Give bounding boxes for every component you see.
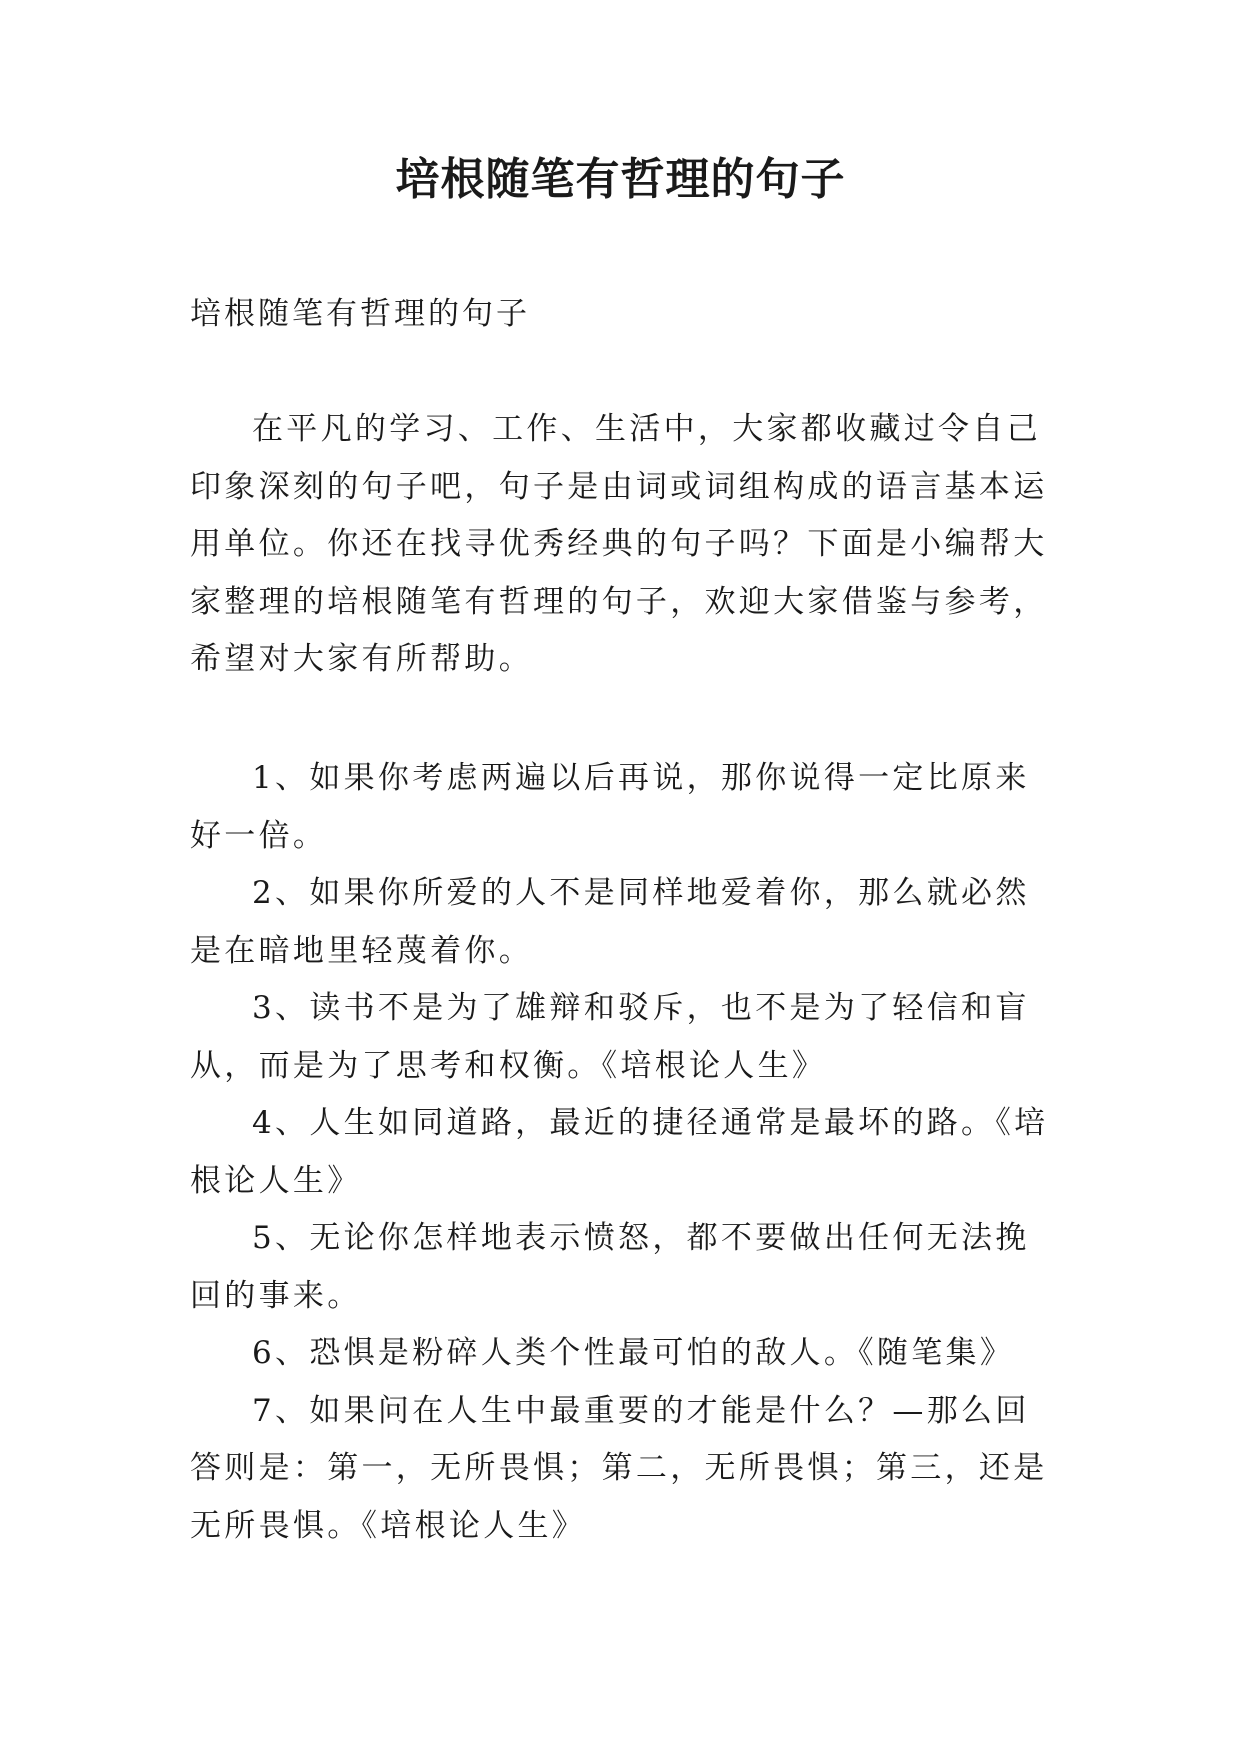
quote-item: 6、恐惧是粉碎人类个性最可怕的敌人。《随笔集》: [252, 1335, 1015, 1371]
quote-list: [190, 750, 1052, 1555]
document-title: 培根随笔有哲理的句子: [395, 154, 846, 205]
quote-item: 7、如果问在人生中最重要的才能是什么？—那么回答则是：第一，无所畏惧；第二，无所畏惧；第三，还是无所畏惧。《培根论人生》: [190, 1392, 1048, 1544]
quote-item: 5、无论你怎样地表示愤怒，都不要做出任何无法挽回的事来。: [190, 1220, 1030, 1314]
quote-item: 4、人生如同道路，最近的捷径通常是最坏的路。《培根论人生》: [190, 1105, 1049, 1199]
intro-paragraph: 在平凡的学习、工作、生活中，大家都收藏过令自己印象深刻的句子吧，句子是由词或词组构成的语言基本运用单位。你还在找寻优秀经典的句子吗？下面是小编帮大家整理的培根随笔有哲理的句子，欢迎大家借鉴与参考，希望对大家有所帮助。: [190, 411, 1048, 677]
quote-item: 3、读书不是为了雄辩和驳斥，也不是为了轻信和盲从，而是为了思考和权衡。《培根论人生》: [190, 990, 1030, 1084]
quote-item: 1、如果你考虑两遍以后再说，那你说得一定比原来好一倍。: [190, 760, 1030, 854]
document-subtitle: 培根随笔有哲理的句子: [190, 296, 530, 332]
quote-item: 2、如果你所爱的人不是同样地爱着你，那么就必然是在暗地里轻蔑着你。: [190, 875, 1030, 969]
